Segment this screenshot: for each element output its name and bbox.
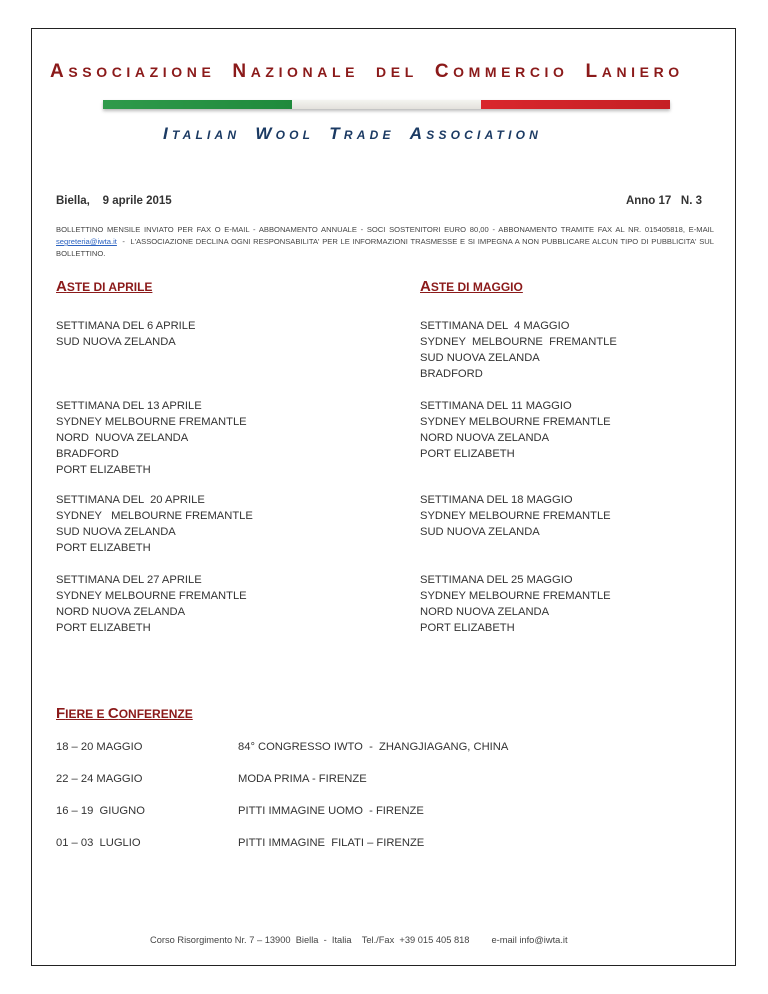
- auction-location: SUD NUOVA ZELANDA: [420, 526, 540, 538]
- auction-location: PORT ELIZABETH: [56, 622, 151, 634]
- notice-email-link[interactable]: segreteria@iwta.it: [56, 237, 117, 246]
- auction-location: SUD NUOVA ZELANDA: [56, 336, 176, 348]
- auction-location: PORT ELIZABETH: [420, 622, 515, 634]
- may-week-block: [420, 318, 617, 382]
- april-week-block: [56, 572, 247, 636]
- week-title: SETTIMANA DEL 6 APRILE: [56, 320, 196, 332]
- week-title: SETTIMANA DEL 13 APRILE: [56, 400, 202, 412]
- event-dates: 16 – 19 GIUGNO: [56, 805, 145, 817]
- april-week-block: [56, 318, 195, 350]
- title-word: NAZIONALE: [232, 61, 360, 82]
- flag-green: [103, 100, 292, 109]
- april-auctions-heading: ASTE DI APRILE: [56, 278, 153, 295]
- event-name: PITTI IMMAGINE FILATI – FIRENZE: [238, 837, 425, 849]
- auction-location: NORD NUOVA ZELANDA: [420, 606, 550, 618]
- event-name: MODA PRIMA - FIRENZE: [238, 773, 367, 785]
- auction-location: SYDNEY MELBOURNE FREMANTLE: [56, 416, 247, 428]
- association-title: [50, 61, 720, 83]
- association-subtitle: ITALIAN WOOL TRADE ASSOCIATION: [163, 124, 543, 143]
- auction-location: PORT ELIZABETH: [420, 448, 515, 460]
- auction-location: BRADFORD: [420, 368, 483, 380]
- auction-location: SYDNEY MELBOURNE FREMANTLE: [56, 510, 253, 522]
- event-name: PITTI IMMAGINE UOMO - FIRENZE: [238, 805, 424, 817]
- event-dates: 18 – 20 MAGGIO: [56, 741, 143, 753]
- auction-location: NORD NUOVA ZELANDA: [56, 606, 186, 618]
- week-title: SETTIMANA DEL 18 MAGGIO: [420, 494, 573, 506]
- auction-location: SYDNEY MELBOURNE FREMANTLE: [420, 336, 617, 348]
- week-title: SETTIMANA DEL 25 MAGGIO: [420, 574, 573, 586]
- issue-number: Anno 17 N. 3: [625, 195, 702, 207]
- auction-location: PORT ELIZABETH: [56, 542, 151, 554]
- title-word: ASSOCIAZIONE: [50, 61, 216, 82]
- auction-location: SUD NUOVA ZELANDA: [56, 526, 176, 538]
- flag-red: [481, 100, 670, 109]
- subscription-notice: BOLLETTINO MENSILE INVIATO PER FAX O E-MAIL - ABBONAMENTO ANNUALE - SOCI SOSTENITORI EURO 80,00 - ABBONAMENTO TRAMITE FAX AL NR. 015405818, E-MAIL segreteria@iwta.it - L'ASSOCIAZIONE DECLINA OGNI RESPONSABILITA' PER LE INFORMAZIONI TRASMESSE E SI IMPEGNA A NON PUBBLICARE ALCUN TIPO DI PUBBLICITA' SUL BOLLETTINO.: [56, 225, 717, 258]
- title-word: COMMERCIO: [434, 61, 569, 82]
- flag-white: [292, 100, 481, 109]
- event-dates: 01 – 03 LUGLIO: [56, 837, 141, 849]
- auction-location: NORD NUOVA ZELANDA: [56, 432, 189, 444]
- week-title: SETTIMANA DEL 11 MAGGIO: [420, 400, 572, 412]
- week-title: SETTIMANA DEL 4 MAGGIO: [420, 320, 570, 332]
- title-word: DEL: [376, 64, 418, 80]
- auction-location: SUD NUOVA ZELANDA: [420, 352, 540, 364]
- may-week-block: [420, 398, 611, 462]
- event-dates: 22 – 24 MAGGIO: [56, 773, 143, 785]
- title-word: LANIERO: [585, 61, 684, 82]
- footer: [150, 935, 568, 945]
- auction-location: SYDNEY MELBOURNE FREMANTLE: [56, 590, 247, 602]
- auction-location: SYDNEY MELBOURNE FREMANTLE: [420, 416, 611, 428]
- italian-flag-bar: [103, 100, 670, 109]
- may-week-block: [420, 572, 611, 636]
- auction-location: SYDNEY MELBOURNE FREMANTLE: [420, 510, 611, 522]
- auction-location: SYDNEY MELBOURNE FREMANTLE: [420, 590, 611, 602]
- week-title: SETTIMANA DEL 27 APRILE: [56, 574, 202, 586]
- auction-location: PORT ELIZABETH: [56, 464, 151, 476]
- footer-email: e-mail info@iwta.it: [491, 935, 568, 945]
- may-auctions-heading: ASTE DI MAGGIO: [420, 278, 523, 295]
- auction-location: BRADFORD: [56, 448, 119, 460]
- footer-address: Corso Risorgimento Nr. 7 – 13900 Biella - Italia Tel./Fax +39 015 405 818: [150, 935, 470, 945]
- fairs-conferences-heading: FIERE E CONFERENZE: [56, 705, 193, 722]
- event-name: 84° CONGRESSO IWTO - ZHANGJIAGANG, CHINA: [238, 741, 509, 753]
- april-week-block: [56, 398, 247, 478]
- place-date: Biella, 9 aprile 2015: [56, 195, 172, 207]
- april-week-block: [56, 492, 253, 556]
- week-title: SETTIMANA DEL 20 APRILE: [56, 494, 205, 506]
- may-week-block: [420, 492, 611, 540]
- auction-location: NORD NUOVA ZELANDA: [420, 432, 550, 444]
